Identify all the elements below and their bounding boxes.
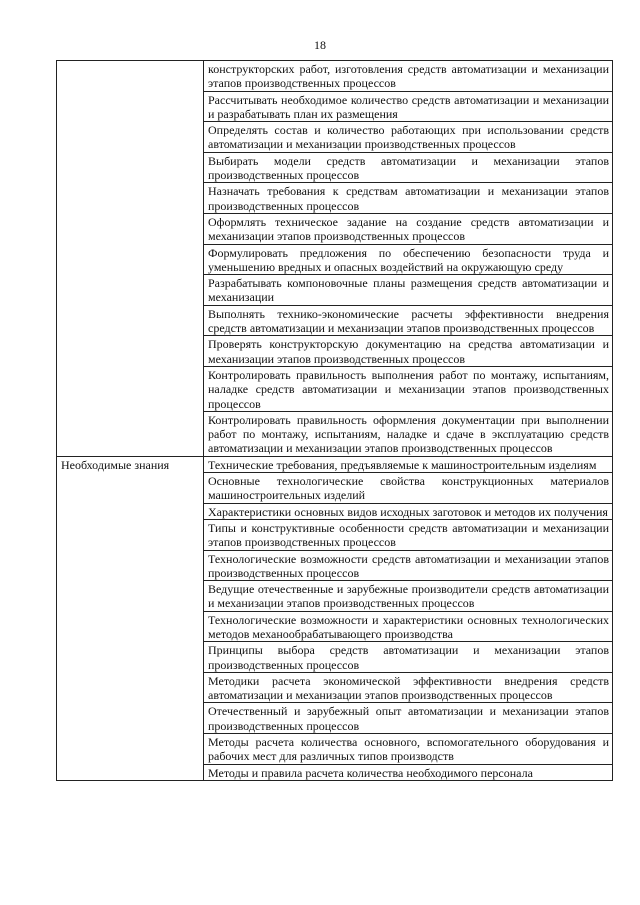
list-item: Рассчитывать необходимое количество средств автоматизации и механизации и разрабатывать план их размещения bbox=[204, 91, 612, 122]
list-item: конструкторских работ, изготовления средств автоматизации и механизации этапов производственных процессов bbox=[208, 62, 609, 91]
list-item: Ведущие отечественные и зарубежные производители средств автоматизации и механизации этапов производственных процессов bbox=[204, 580, 612, 611]
list-item: Назначать требования к средствам автоматизации и механизации этапов производственных процессов bbox=[204, 182, 612, 213]
list-item: Проверять конструкторскую документацию на средства автоматизации и механизации этапов производственных процессов bbox=[204, 335, 612, 366]
section-items-cell bbox=[204, 61, 613, 457]
list-item: Основные технологические свойства конструкционных материалов машиностроительных изделий bbox=[204, 472, 612, 503]
list-item: Методики расчета экономической эффективности внедрения средств автоматизации и механизации этапов производственных процессов bbox=[204, 672, 612, 703]
list-item: Характеристики основных видов исходных заготовок и методов их получения bbox=[204, 503, 612, 519]
list-item: Формулировать предложения по обеспечению безопасности труда и уменьшению вредных и опасных воздействий на окружающую среду bbox=[204, 244, 612, 275]
table-row bbox=[57, 61, 613, 457]
list-item: Контролировать правильность выполнения работ по монтажу, испытаниям, наладке средств автоматизации и механизации этапов производственных процессов bbox=[204, 366, 612, 411]
page-number: 18 bbox=[314, 38, 326, 52]
list-item: Выполнять технико-экономические расчеты эффективности внедрения средств автоматизации и механизации этапов производственных процессов bbox=[204, 305, 612, 336]
section-label: Необходимые знания bbox=[61, 457, 170, 472]
section-items-cell bbox=[204, 456, 613, 780]
list-item: Контролировать правильность оформления документации при выполнении работ по монтажу, испытаниям, наладке и сдаче в эксплуатацию средств автоматизации и механизации этапов производственных процессов bbox=[204, 411, 612, 456]
list-item: Принципы выбора средств автоматизации и механизации этапов производственных процессов bbox=[204, 641, 612, 672]
list-item: Оформлять техническое задание на создание средств автоматизации и механизации этапов производственных процессов bbox=[204, 213, 612, 244]
table-row bbox=[57, 456, 613, 780]
list-item: Технологические возможности средств автоматизации и механизации этапов производственных процессов bbox=[204, 550, 612, 581]
section-label-cell bbox=[57, 456, 204, 780]
list-item: Типы и конструктивные особенности средств автоматизации и механизации этапов производственных процессов bbox=[204, 519, 612, 550]
list-item: Разрабатывать компоновочные планы размещения средств автоматизации и механизации bbox=[204, 274, 612, 305]
list-item: Технологические возможности и характеристики основных технологических методов механообрабатывающего производства bbox=[204, 611, 612, 642]
section-label bbox=[57, 61, 203, 63]
list-item: Методы и правила расчета количества необходимого персонала bbox=[204, 764, 612, 780]
list-item: Определять состав и количество работающих при использовании средств автоматизации и механизации производственных процессов bbox=[204, 121, 612, 152]
section-label-cell bbox=[57, 61, 204, 457]
requirements-table bbox=[56, 60, 613, 781]
list-item: Технические требования, предъявляемые к машиностроительным изделиям bbox=[208, 457, 597, 472]
list-item: Выбирать модели средств автоматизации и механизации этапов производственных процессов bbox=[204, 152, 612, 183]
list-item: Отечественный и зарубежный опыт автоматизации и механизации этапов производственных процессов bbox=[204, 702, 612, 733]
list-item: Методы расчета количества основного, вспомогательного оборудования и рабочих мест для различных типов производств bbox=[204, 733, 612, 764]
